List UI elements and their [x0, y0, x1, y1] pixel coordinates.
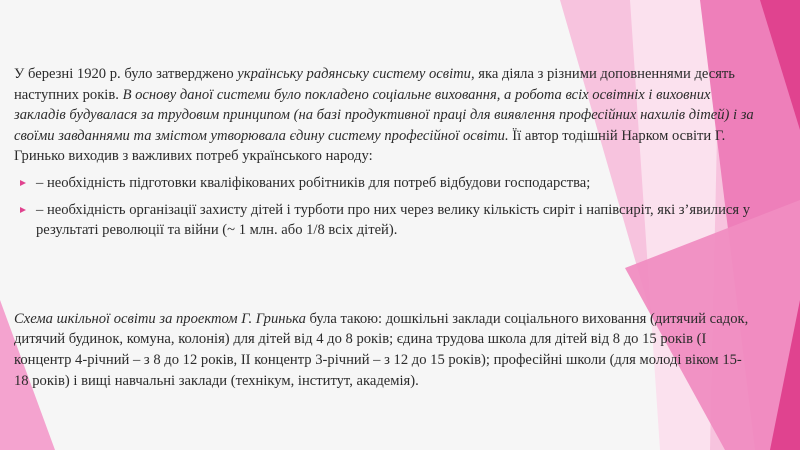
- list-item-text: – необхідність організації захисту дітей і турботи про них через велику кількість сиріт і напівсиріт, які з’явилися у результаті революції та війни (~ 1 млн. або 1/8 всіх дітей).: [36, 201, 751, 239]
- list-item: [14, 173, 754, 194]
- slide-content: [14, 64, 754, 391]
- list-item: [14, 200, 754, 241]
- schema-paragraph: [14, 309, 754, 391]
- arrow-bullet-icon: [20, 207, 26, 213]
- intro-text-1: У березні 1920 р. було затверджено: [14, 66, 238, 82]
- intro-text-3: Її автор тодішній Нарком освіти Г. Гринько виходив з важливих потреб українського народу:: [14, 127, 726, 165]
- intro-italic-2: В основу даної системи було покладено соціальне виховання, а робота всіх освітніх і виховних закладів будувалася за трудовим принципом (на базі продуктивної праці для виявлення професійних нахилів дітей) і за своїми завданнями та змістом утворювала єдину систему професійної освіти.: [14, 86, 754, 144]
- arrow-bullet-icon: [20, 180, 26, 186]
- list-item-text: – необхідність підготовки кваліфікованих робітників для потреб відбудови господарства;: [36, 174, 591, 191]
- schema-italic: Схема шкільної освіти за проектом Г. Гринька: [14, 310, 306, 327]
- needs-list: [14, 173, 754, 241]
- intro-paragraph: [14, 64, 754, 167]
- schema-text: була такою: дошкільні заклади соціального виховання (дитячий садок, дитячий будинок, комуна, колонія) для дітей від 4 до 8 років; єдина трудова школа для дітей від 8 до 15 років (I концентр 4-річний – з 8 до 12 років, II концентр 3-річний – з 12 до 15 років); професійні школи (для молоді віком 15-18 років) і вищі навчальні заклади (технікум, інститут, академія).: [14, 310, 749, 389]
- intro-text-2: , яка діяла з різними доповненнями десять наступних років.: [14, 66, 735, 103]
- intro-italic-1: українську радянську систему освіти: [237, 66, 471, 82]
